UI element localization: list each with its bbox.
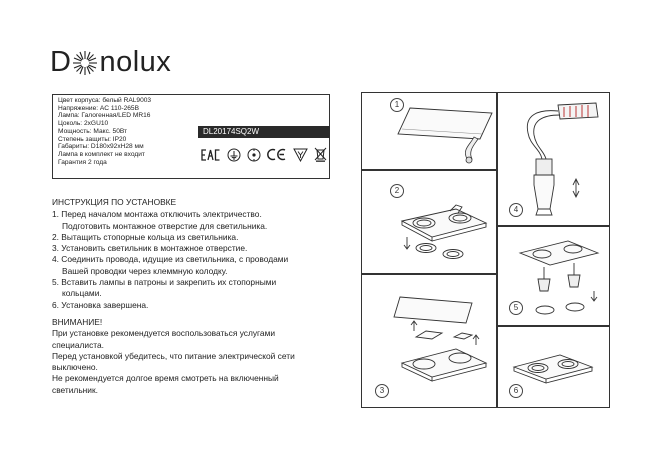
step-line: Подготовить монтажное отверстие для светильника.	[62, 220, 268, 231]
spec-line: Мощность: Макс. 50Вт	[58, 127, 128, 135]
diagram-panel-5	[497, 226, 610, 326]
flammable-surface-icon	[293, 148, 308, 162]
warning-line: специалиста.	[52, 339, 104, 350]
diagram-panel-4	[497, 92, 610, 226]
diagram-panel-6	[497, 326, 610, 408]
lamps-install-illustration	[498, 227, 611, 327]
warning-heading: ВНИМАНИЕ!	[52, 316, 103, 327]
spec-line: Габариты: D180x92xH28 мм	[58, 143, 144, 151]
step-number: 1	[390, 98, 404, 112]
brand-logo	[50, 46, 171, 79]
spec-line: Лампа: Галогенная/LED MR16	[58, 112, 151, 120]
step-line: 1. Перед началом монтажа отключить электричество.	[52, 209, 262, 220]
installation-instructions	[52, 197, 342, 396]
warning-line: При установке рекомендуется воспользоваться услугами	[52, 328, 276, 339]
spec-line: Лампа в комплект не входит	[58, 150, 145, 158]
step-number: 3	[375, 384, 389, 398]
instructions-heading: ИНСТРУКЦИЯ ПО УСТАНОВКЕ	[52, 197, 177, 207]
installed-fixture-illustration	[498, 327, 611, 409]
certification-icons	[201, 147, 327, 162]
step-number: 5	[509, 301, 523, 315]
step-number: 2	[390, 184, 404, 198]
model-number: DL20174SQ2W	[198, 126, 330, 138]
step-line: 4. Соединить провода, идущие из светильника, с проводами	[52, 254, 289, 265]
step-line: 2. Вытащить стопорные кольца из светильника.	[52, 231, 239, 242]
spec-line: Напряжение: AC 110-265В	[58, 104, 139, 112]
spec-line: Гарантия 2 года	[58, 158, 107, 166]
wiring-lamp-illustration	[498, 93, 611, 227]
diagram-panel-1	[361, 92, 497, 170]
warning-line: Перед установкой убедитесь, что питание электрической сети	[52, 350, 295, 361]
spec-line: Степень защиты: IP20	[58, 135, 127, 143]
warning-line: светильник.	[52, 384, 98, 395]
spec-box	[52, 94, 330, 179]
step-line: 3. Установить светильник в монтажное отверстие.	[52, 243, 248, 254]
ground-icon	[227, 148, 241, 162]
fixture-insert-illustration	[362, 275, 498, 409]
weee-bin-icon	[314, 147, 327, 162]
warning-line: выключено.	[52, 362, 98, 373]
spec-line: Цоколь: 2xGU10	[58, 120, 109, 128]
ce-mark-icon	[267, 148, 287, 161]
class-ii-icon	[247, 148, 261, 162]
step-line: кольцами.	[62, 288, 102, 299]
step-line: 6. Установка завершена.	[52, 299, 149, 310]
warning-line: Не рекомендуется долгое время смотреть на включенный	[52, 373, 279, 384]
diagram-panel-2	[361, 170, 497, 274]
spec-list	[58, 97, 200, 166]
step-number: 4	[509, 203, 523, 217]
fixture-rings-illustration	[362, 171, 498, 275]
step-number: 6	[509, 384, 523, 398]
diagram-panel-3	[361, 274, 497, 408]
starburst-logo-icon	[72, 50, 98, 76]
step-line: 5. Вставить лампы в патроны и закрепить их стопорными	[52, 277, 277, 288]
step-line: Вашей проводки через клеммную колодку.	[62, 265, 228, 276]
spec-line: Цвет корпуса: белый RAL9003	[58, 97, 152, 104]
eac-mark-icon	[201, 149, 221, 161]
brand-letter-d: D	[50, 46, 72, 78]
ceiling-cutout-illustration	[362, 93, 498, 171]
brand-name-suffix: nolux	[99, 46, 172, 78]
